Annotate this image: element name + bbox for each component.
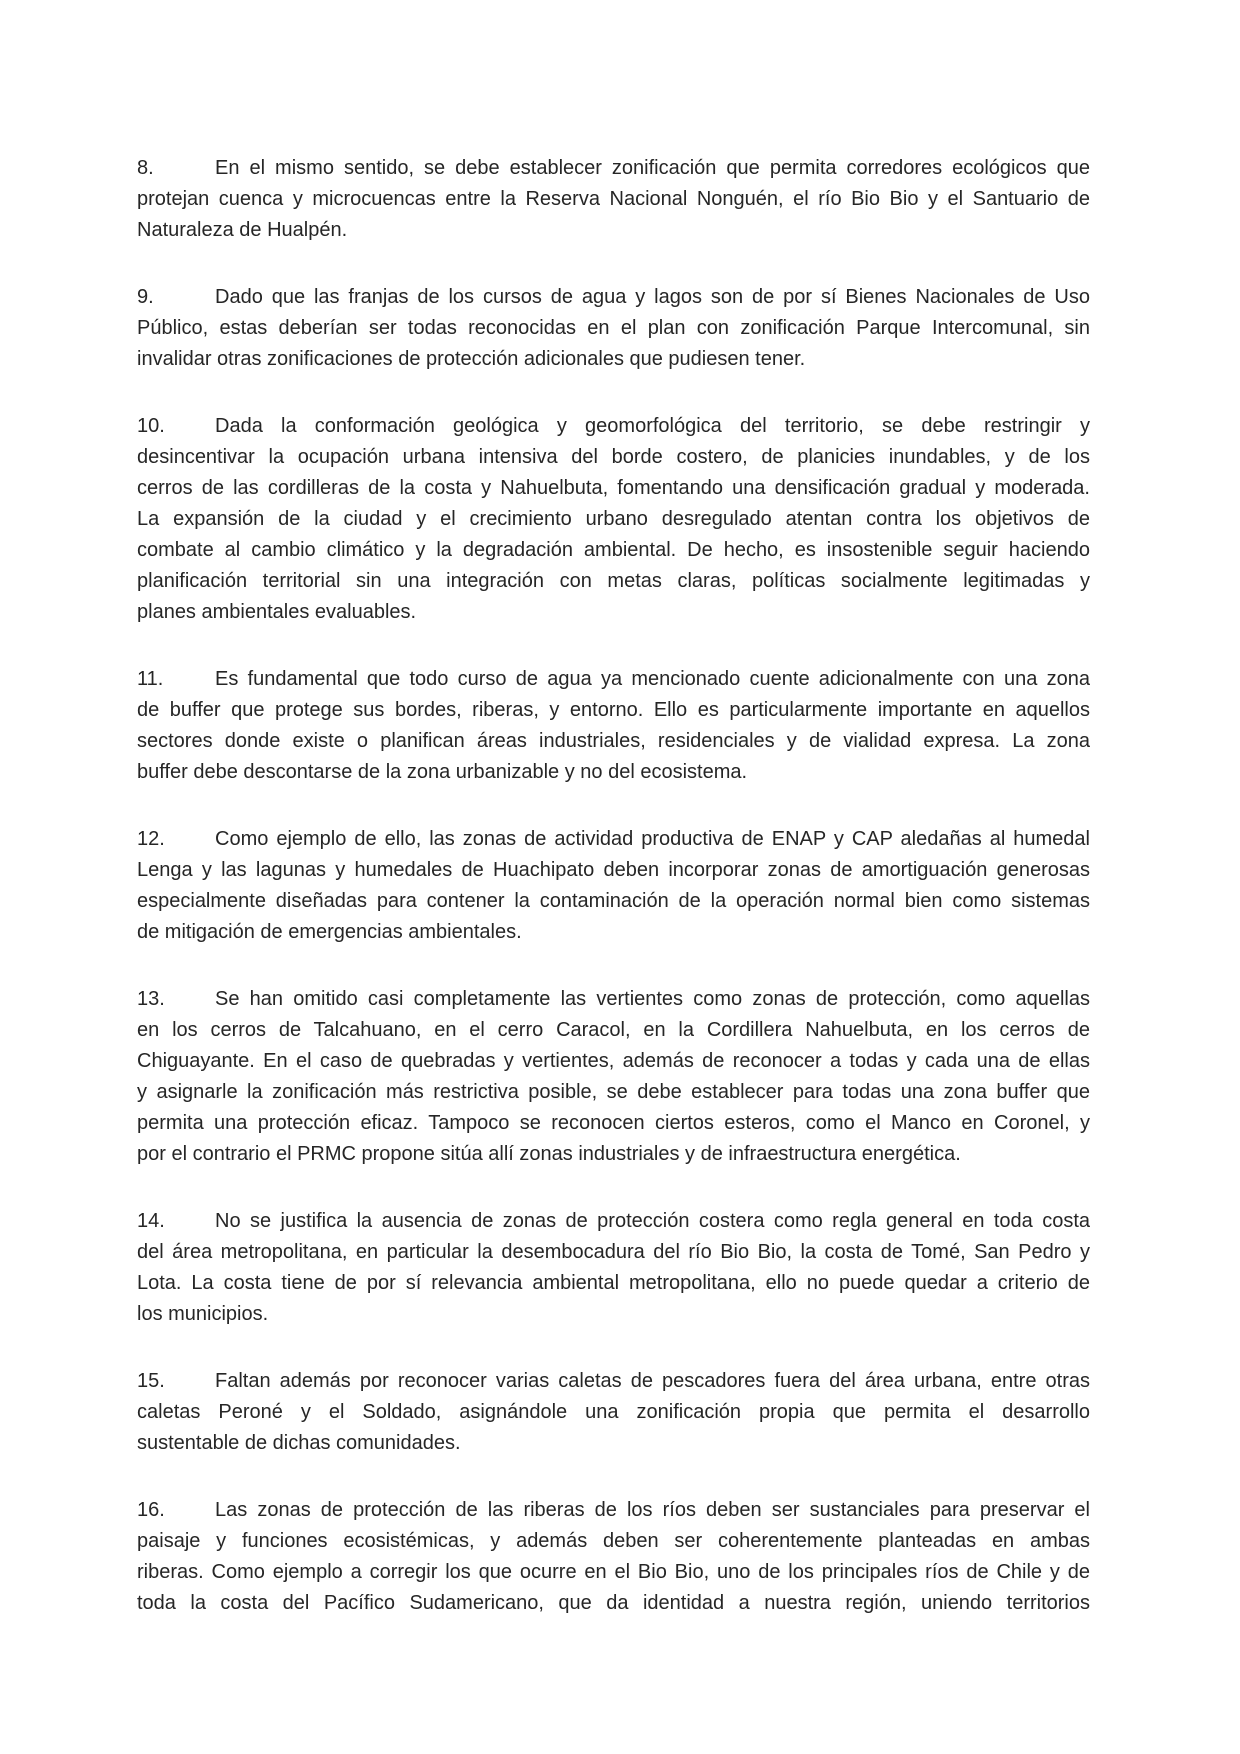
text-line: Naturaleza de Hualpén. [137,219,348,241]
paragraph-number: 8. [137,157,154,179]
text-line: de mitigación de emergencias ambientales. [137,921,522,943]
text-line: sectores donde existe o planifican áreas industriales, residenciales y de vialidad expresa. La zona [137,730,1090,752]
text-line: 15. Faltan además por reconocer varias caletas de pescadores fuera del área urbana, entre otras [137,1366,1090,1397]
text-line: riberas. Como ejemplo a corregir los que ocurre en el Bio Bio, uno de los principales ríos de Chile y de [137,1561,1090,1583]
text-line: 13. Se han omitido casi completamente las vertientes como zonas de protección, como aquellas [137,984,1090,1015]
paragraph-number: 11. [137,668,164,690]
text-line: 10. Dada la conformación geológica y geomorfológica del territorio, se debe restringir y [137,411,1090,442]
text-line: Lota. La costa tiene de por sí relevancia ambiental metropolitana, ello no puede quedar a criterio de [137,1272,1090,1294]
text-line: buffer debe descontarse de la zona urbanizable y no del ecosistema. [137,761,748,783]
text-line: 14. No se justifica la ausencia de zonas de protección costera como regla general en toda costa [137,1206,1090,1237]
text-line: 8. En el mismo sentido, se debe establecer zonificación que permita corredores ecológicos que [137,153,1090,184]
text-line: 9. Dado que las franjas de los cursos de agua y lagos son de por sí Bienes Nacionales de Uso [137,282,1090,313]
text-line: Público, estas deberían ser todas reconocidas en el plan con zonificación Parque Intercomunal, sin [137,317,1090,339]
text-line: toda la costa del Pacífico Sudamericano, que da identidad a nuestra región, uniendo territorios [137,1592,1090,1614]
text-line: La expansión de la ciudad y el crecimiento urbano desregulado atentan contra los objetivos de [137,508,1090,530]
text-line: Chiguayante. En el caso de quebradas y vertientes, además de reconocer a todas y cada una de ellas [137,1050,1090,1072]
paragraph [137,282,1090,375]
paragraph [137,664,1090,788]
text-line: cerros de las cordilleras de la costa y Nahuelbuta, fomentando una densificación gradual y moderada. [137,477,1090,499]
text-line: de buffer que protege sus bordes, riberas, y entorno. Ello es particularmente importante en aquellos [137,699,1090,721]
text-line: desincentivar la ocupación urbana intensiva del borde costero, de planicies inundables, y de los [137,446,1090,468]
text-line: en los cerros de Talcahuano, en el cerro Caracol, en la Cordillera Nahuelbuta, en los cerros de [137,1019,1090,1041]
paragraph-number: 14. [137,1210,165,1232]
text-line: del área metropolitana, en particular la desembocadura del río Bio Bio, la costa de Tomé, San Pedro y [137,1241,1090,1263]
paragraph-number: 16. [137,1499,165,1521]
paragraph [137,1366,1090,1459]
text-line: protejan cuenca y microcuencas entre la Reserva Nacional Nonguén, el río Bio Bio y el Santuario de [137,188,1090,210]
paragraph-number: 13. [137,988,165,1010]
paragraph [137,411,1090,628]
text-line: planificación territorial sin una integración con metas claras, políticas socialmente legitimadas y [137,570,1090,592]
text-line: 11. Es fundamental que todo curso de agua ya mencionado cuente adicionalmente con una zona [137,664,1090,695]
text-line: y asignarle la zonificación más restrictiva posible, se debe establecer para todas una zona buffer que [137,1081,1090,1103]
paragraph [137,153,1090,246]
paragraph-number: 15. [137,1370,165,1392]
paragraph-number: 10. [137,415,165,437]
text-line: paisaje y funciones ecosistémicas, y además deben ser coherentemente planteadas en ambas [137,1530,1090,1552]
paragraph-number: 12. [137,828,165,850]
text-line: Lenga y las lagunas y humedales de Huachipato deben incorporar zonas de amortiguación generosas [137,859,1090,881]
text-line: invalidar otras zonificaciones de protección adicionales que pudiesen tener. [137,348,806,370]
paragraph [137,824,1090,948]
paragraph [137,984,1090,1170]
document-body [137,153,1090,1619]
text-line: los municipios. [137,1303,269,1325]
text-line: 12. Como ejemplo de ello, las zonas de actividad productiva de ENAP y CAP aledañas al humedal [137,824,1090,855]
text-line: por el contrario el PRMC propone sitúa allí zonas industriales y de infraestructura energética. [137,1143,961,1165]
text-line: permita una protección eficaz. Tampoco se reconocen ciertos esteros, como el Manco en Coronel, y [137,1112,1090,1134]
paragraph [137,1495,1090,1619]
text-line: especialmente diseñadas para contener la contaminación de la operación normal bien como sistemas [137,890,1090,912]
paragraph [137,1206,1090,1330]
text-line: planes ambientales evaluables. [137,601,417,623]
text-line: sustentable de dichas comunidades. [137,1432,461,1454]
text-line: combate al cambio climático y la degradación ambiental. De hecho, es insostenible seguir haciendo [137,539,1090,561]
text-line: 16. Las zonas de protección de las riberas de los ríos deben ser sustanciales para preservar el [137,1495,1090,1526]
text-line: caletas Peroné y el Soldado, asignándole una zonificación propia que permita el desarrollo [137,1401,1090,1423]
paragraph-number: 9. [137,286,154,308]
